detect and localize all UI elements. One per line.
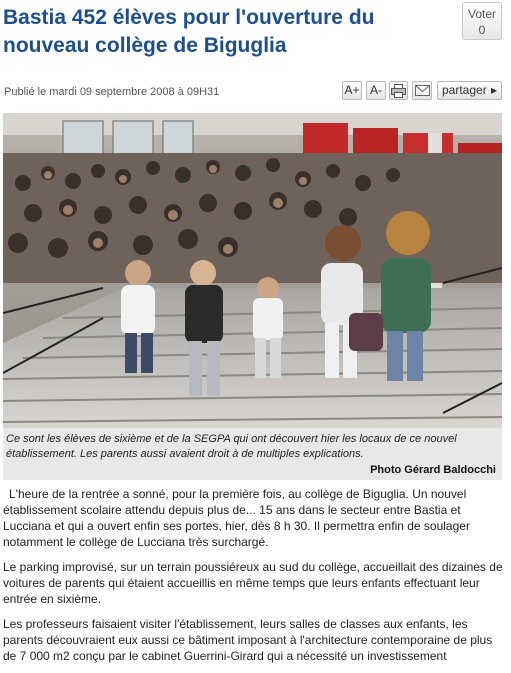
- photo-caption: Ce sont les élèves de sixième et de la SEGPA qui ont découvert hier les locaux de ce nouvel établissement. Les parents aussi avaient droit à de multiples explications.: [6, 433, 457, 460]
- article-paragraph: Les professeurs faisaient visiter l'établissement, leurs salles de classes aux enfants, les parents découvraient eux aussi ce bâtiment imposant à l'architecture contemporaine de plus de 7 000 m2 conçu par le cabinet Guerrini-Girard qui a nécessité un investissement: [3, 617, 493, 663]
- article-photo: [3, 113, 502, 428]
- photo-caption-box: [3, 428, 502, 480]
- article-body: [3, 486, 504, 673]
- photo-credit: Photo Gérard Baldocchi: [370, 464, 496, 476]
- article-title: Bastia 452 élèves pour l'ouverture du nouveau collège de Biguglia: [3, 6, 375, 57]
- share-button[interactable]: [437, 81, 502, 100]
- printer-icon: [391, 84, 406, 98]
- decrease-font-button[interactable]: A-: [366, 81, 386, 100]
- share-arrow-icon: ▸: [490, 83, 497, 97]
- vote-count: 0: [478, 23, 486, 37]
- vote-label: Voter: [467, 7, 497, 21]
- article-paragraph: Le parking improvisé, sur un terrain poussiéreux au sud du collège, accueillait des dizaines de voitures de parents qui étaient accueillis en même temps que leurs enfants effectuant leur entrée en sixième.: [3, 560, 503, 606]
- share-label: partager: [442, 83, 487, 97]
- publish-date: Publié le mardi 09 septembre 2008 à 09H31: [4, 86, 220, 98]
- article-paragraph: L'heure de la rentrée a sonné, pour la première fois, au collège de Biguglia. Un nouvel établissement scolaire attendu depuis plus de... 15 ans dans le secteur entre Bastia et Lucciana et qui a ouvert enfin ses portes, hier, dès 8 h 30. Il permettra enfin de soulager notamment le collège de Lucciana très surchargé.: [3, 487, 470, 549]
- envelope-icon: [415, 85, 430, 97]
- email-button[interactable]: [412, 81, 432, 100]
- vote-button[interactable]: [462, 2, 502, 40]
- students-on-stairs-image: [3, 113, 502, 428]
- increase-font-button[interactable]: A+: [342, 81, 362, 100]
- print-button[interactable]: [389, 81, 408, 100]
